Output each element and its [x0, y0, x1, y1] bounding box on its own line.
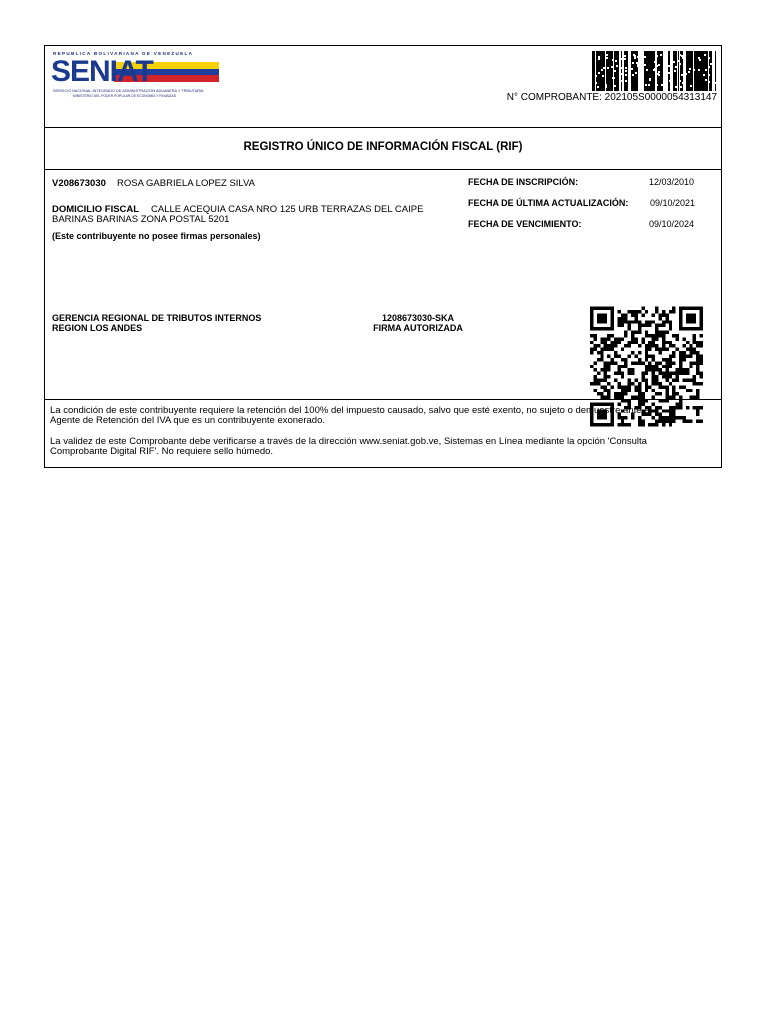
taxpayer-section	[45, 169, 721, 400]
domicilio-line2: BARINAS BARINAS ZONA POSTAL 5201	[52, 214, 230, 225]
retention-line1: La condición de este contribuyente requiere la retención del 100% del impuesto causado, salvo que esté exento, no sujeto o demuestre ante el	[50, 405, 652, 416]
domicilio-label: DOMICILIO FISCAL	[52, 204, 140, 215]
rif-certificate	[44, 45, 722, 468]
document-title: REGISTRO ÚNICO DE INFORMACIÓN FISCAL (RIF)	[243, 141, 523, 153]
rif-number: V208673030	[52, 178, 106, 189]
logo-ministry: MINISTERIO DEL PODER POPULAR DE ECONOMÍA Y FINANZAS	[73, 94, 176, 98]
seniat-logo	[51, 51, 221, 99]
firmas-note: (Este contribuyente no posee firmas personales)	[52, 231, 261, 241]
certificate-header	[45, 46, 721, 128]
logo-country-text: REPUBLICA BOLIVARIANA DE VENEZUELA	[53, 51, 194, 56]
domicilio-line1: CALLE ACEQUIA CASA NRO 125 URB TERRAZAS DEL CAIPE	[151, 204, 424, 215]
retention-line2: Agente de Retención del IVA que es un contribuyente exonerado.	[50, 415, 325, 426]
firma-label: FIRMA AUTORIZADA	[373, 323, 463, 333]
inscripcion-label: FECHA DE INSCRIPCIÓN:	[468, 177, 579, 187]
title-bar	[45, 127, 721, 170]
comprobante-number: N° COMPROBANTE: 202105S0000054313147	[506, 92, 717, 103]
logo-wordmark: SENIAT	[51, 55, 153, 88]
firma-code: 1208673030-SKA	[381, 313, 455, 323]
vencimiento-label: FECHA DE VENCIMIENTO:	[468, 219, 582, 229]
barcode	[592, 51, 719, 91]
validity-line1: La validez de este Comprobante debe verificarse a través de la dirección www.seniat.gob.ve, Sistemas en Línea mediante la opción 'Consulta	[50, 436, 647, 447]
taxpayer-name: ROSA GABRIELA LOPEZ SILVA	[117, 178, 255, 189]
inscripcion-value: 12/03/2010	[649, 177, 695, 187]
logo-subtitle: SERVICIO NACIONAL INTEGRADO DE ADMINISTRACIÓN ADUANERA Y TRIBUTARIA	[53, 89, 204, 93]
gerencia-line1: GERENCIA REGIONAL DE TRIBUTOS INTERNOS	[52, 313, 262, 323]
validity-line2: Comprobante Digital RIF'. No requiere sello húmedo.	[50, 446, 274, 457]
vencimiento-value: 09/10/2024	[649, 219, 695, 229]
gerencia-line2: REGION LOS ANDES	[52, 323, 143, 333]
certificate-footer	[45, 399, 721, 467]
actualizacion-value: 09/10/2021	[650, 198, 696, 208]
actualizacion-label: FECHA DE ÚLTIMA ACTUALIZACIÓN:	[468, 198, 629, 208]
